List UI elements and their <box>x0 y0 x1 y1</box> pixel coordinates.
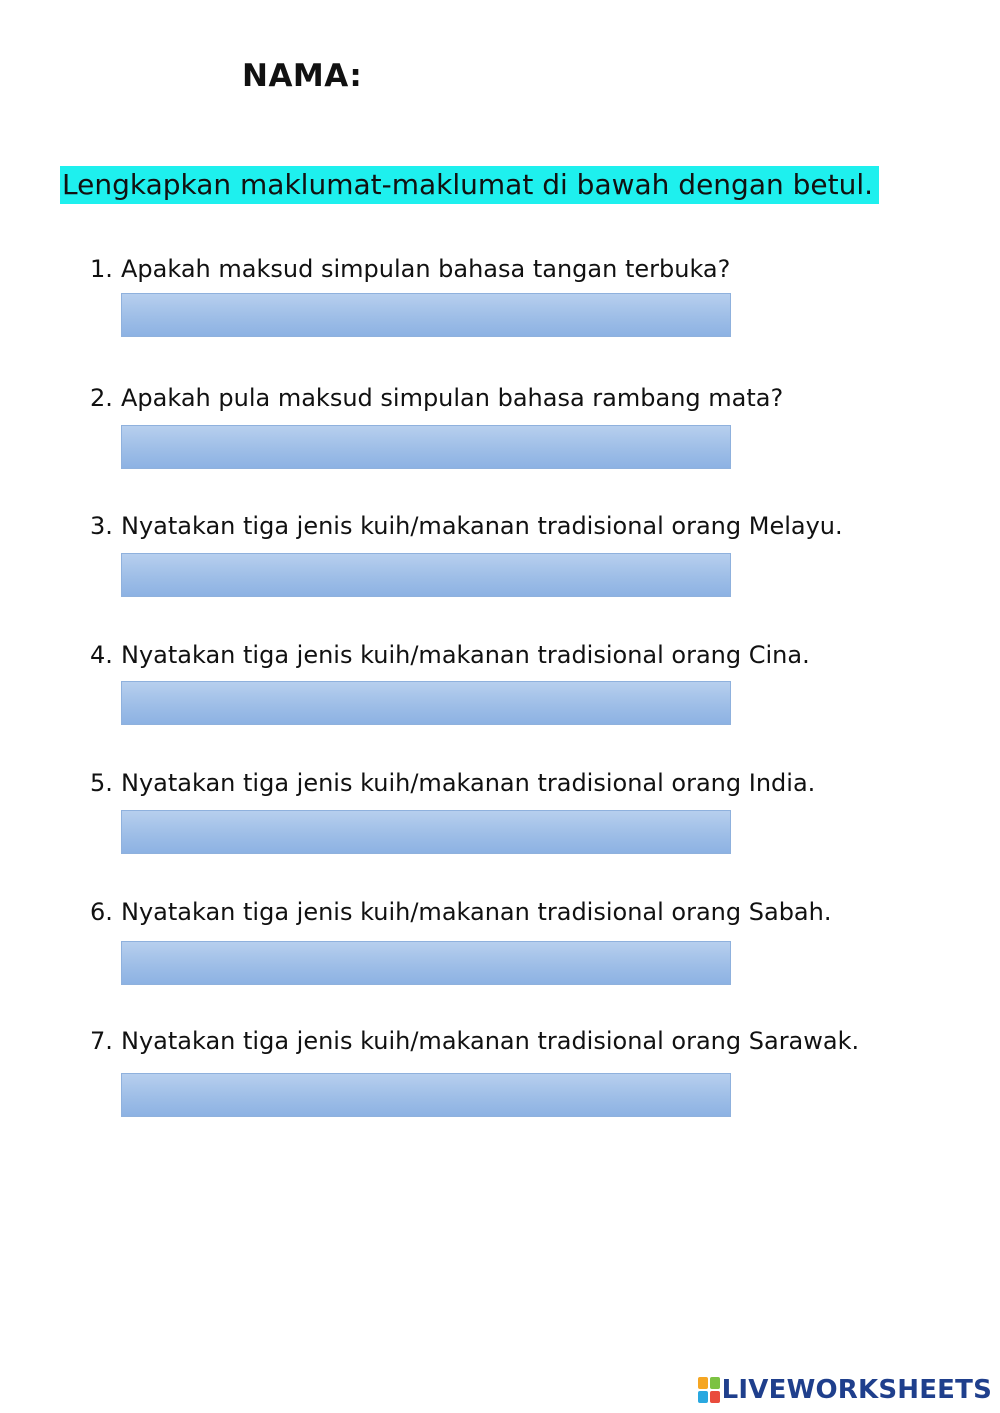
question-number: 3. <box>90 512 113 540</box>
question-3 <box>90 511 843 541</box>
name-label: NAMA: <box>242 58 363 94</box>
instruction-banner: Lengkapkan maklumat-maklumat di bawah dengan betul. <box>60 166 879 204</box>
question-text: Nyatakan tiga jenis kuih/makanan tradisional orang Sabah. <box>121 898 832 926</box>
question-text: Apakah maksud simpulan bahasa tangan terbuka? <box>121 255 731 283</box>
question-number: 7. <box>90 1027 113 1055</box>
answer-field-7[interactable] <box>121 1073 731 1117</box>
question-4 <box>90 640 810 670</box>
question-2 <box>90 383 783 413</box>
question-number: 2. <box>90 384 113 412</box>
logo-text: LIVEWORKSHEETS <box>721 1375 992 1405</box>
liveworksheets-logo-icon <box>698 1377 720 1403</box>
question-number: 5. <box>90 769 113 797</box>
answer-field-4[interactable] <box>121 681 731 725</box>
question-text: Apakah pula maksud simpulan bahasa rambang mata? <box>121 384 784 412</box>
question-text: Nyatakan tiga jenis kuih/makanan tradisional orang Sarawak. <box>121 1027 860 1055</box>
question-1 <box>90 254 730 284</box>
question-number: 1. <box>90 255 113 283</box>
answer-field-5[interactable] <box>121 810 731 854</box>
answer-field-6[interactable] <box>121 941 731 985</box>
question-number: 4. <box>90 641 113 669</box>
answer-field-3[interactable] <box>121 553 731 597</box>
question-7 <box>90 1026 859 1056</box>
question-text: Nyatakan tiga jenis kuih/makanan tradisional orang Melayu. <box>121 512 843 540</box>
liveworksheets-logo <box>698 1372 992 1408</box>
answer-field-2[interactable] <box>121 425 731 469</box>
question-6 <box>90 897 831 927</box>
answer-field-1[interactable] <box>121 293 731 337</box>
question-5 <box>90 768 815 798</box>
question-number: 6. <box>90 898 113 926</box>
question-text: Nyatakan tiga jenis kuih/makanan tradisional orang Cina. <box>121 641 810 669</box>
question-text: Nyatakan tiga jenis kuih/makanan tradisional orang India. <box>121 769 816 797</box>
